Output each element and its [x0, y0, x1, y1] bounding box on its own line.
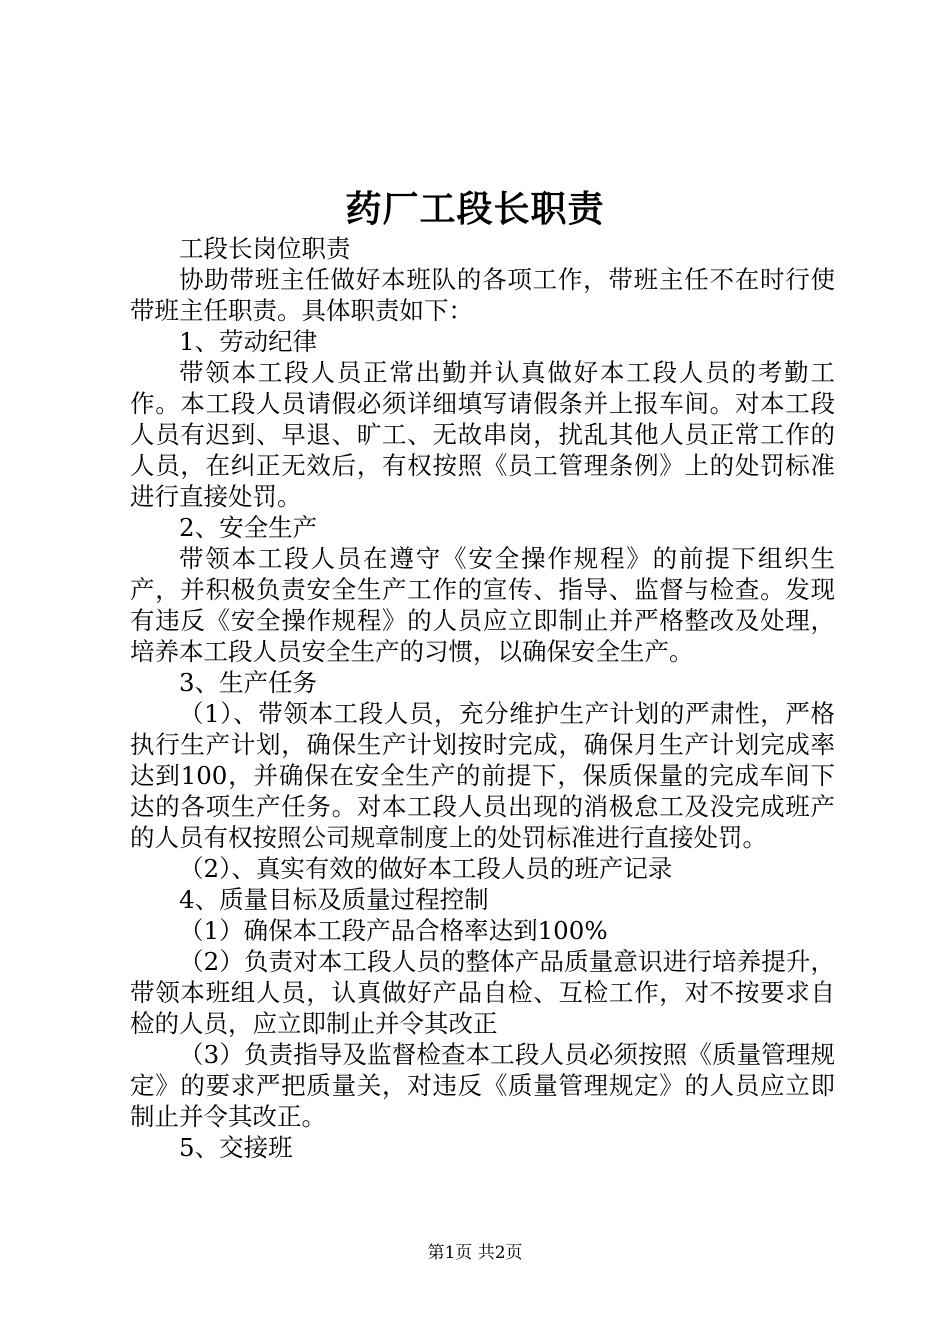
intro-paragraph: 协助带班主任做好本班队的各项工作，带班主任不在时行使带班主任职责。具体职责如下：: [130, 265, 835, 325]
body-paragraph: （2）、真实有效的做好本工段人员的班产记录: [179, 854, 673, 883]
section-heading: 2、安全生产: [179, 513, 318, 542]
body-paragraph: （1）确保本工段产品合格率达到100%: [179, 916, 608, 945]
body-paragraph: 带领本工段人员在遵守《安全操作规程》的前提下组织生产，并积极负责安全生产工作的宣传、指导、监督与检查。发现有违反《安全操作规程》的人员应立即制止并严格整改及处理，培养本工段人员安全生产的习惯，以确保安全生产。: [130, 544, 835, 666]
document-body: [130, 233, 835, 1163]
page-footer: 第1页 共2页: [427, 1243, 523, 1263]
section-heading: 工段长岗位职责: [179, 234, 351, 263]
section-heading: 3、生产任务: [179, 668, 318, 697]
body-paragraph: （3）负责指导及监督检查本工段人员必须按照《质量管理规定》的要求严把质量关，对违反《质量管理规定》的人员应立即制止并令其改正。: [130, 1040, 835, 1131]
section-heading: 4、质量目标及质量过程控制: [179, 885, 489, 914]
document-title: 药厂工段长职责: [345, 188, 605, 230]
body-paragraph: （2）负责对本工段人员的整体产品质量意识进行培养提升，带领本班组人员，认真做好产品自检、互检工作，对不按要求自检的人员，应立即制止并令其改正: [130, 947, 835, 1038]
body-paragraph: 带领本工段人员正常出勤并认真做好本工段人员的考勤工作。本工段人员请假必须详细填写请假条并上报车间。对本工段人员有迟到、早退、旷工、无故串岗，扰乱其他人员正常工作的人员，在纠正无效后，有权按照《员工管理条例》上的处罚标准进行直接处罚。: [130, 358, 835, 511]
section-heading: 5、交接班: [179, 1133, 293, 1162]
section-heading: 1、劳动纪律: [179, 327, 318, 356]
body-paragraph: （1）、带领本工段人员，充分维护生产计划的严肃性，严格执行生产计划，确保生产计划按时完成，确保月生产计划完成率达到100，并确保在安全生产的前提下，保质保量的完成车间下达的各项生产任务。对本工段人员出现的消极怠工及没完成班产的人员有权按照公司规章制度上的处罚标准进行直接处罚。: [130, 699, 835, 852]
